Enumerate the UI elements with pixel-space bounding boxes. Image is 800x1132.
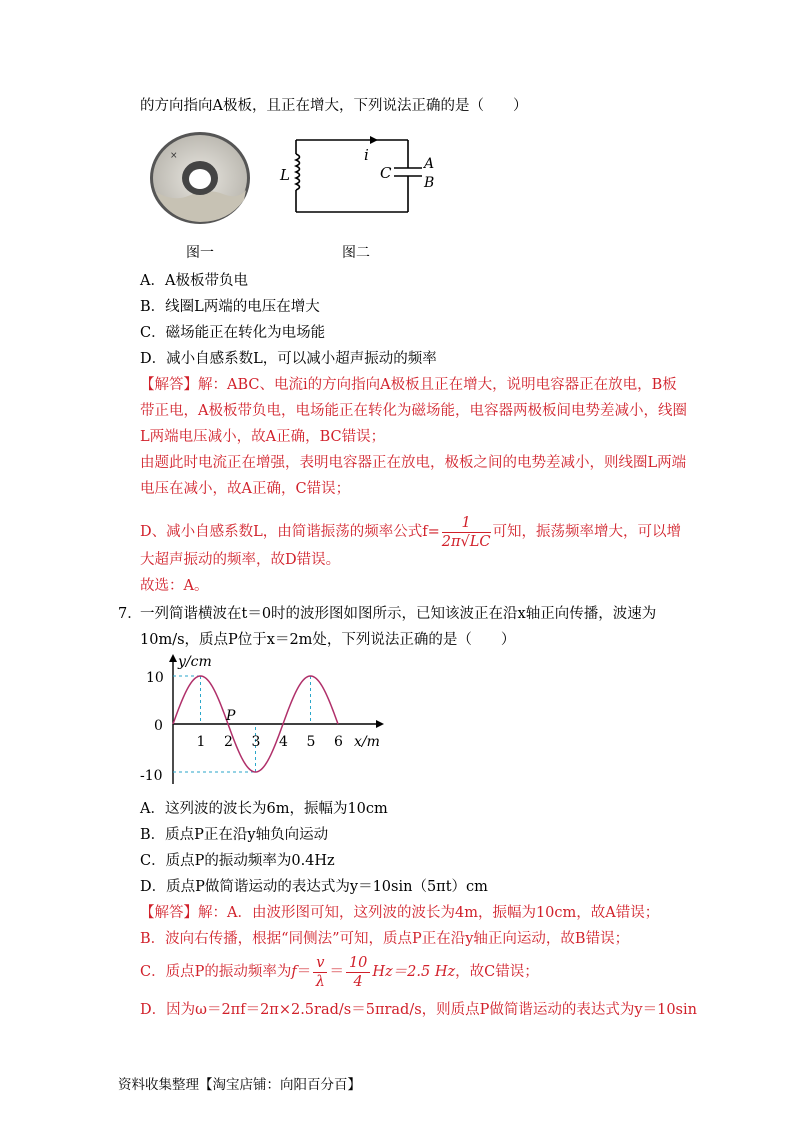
svg-text:×: × — [170, 151, 178, 161]
q6-choice: 故选：A。 — [140, 578, 209, 594]
q7-answer-line-1 — [140, 903, 659, 923]
x-tick-label: 2 — [224, 734, 233, 750]
figure-two-caption: 图二 — [342, 245, 370, 261]
q6-answer-line-5: 电压在减小，故A正确，C错误； — [140, 481, 351, 497]
q7-option-a: A．这列波的波长为6m，振幅为10cm — [140, 801, 388, 817]
q7-option-b: B．质点P正在沿y轴负向运动 — [140, 827, 329, 843]
q6-option-a: A．A极板带负电 — [140, 273, 248, 289]
y-axis-label: y/cm — [178, 654, 212, 670]
c-line-pre: C．质点P的振动频率为 — [140, 964, 292, 980]
q7-answer-c-line: C．质点P的振动频率为f＝ $\frac{v}{\lambda}$ ＝ $\frac{10}{4}$ Hz＝2.5 Hz，故C错误； — [140, 954, 539, 990]
q6-option-b: B．线圈L两端的电压在增大 — [140, 299, 320, 315]
frac-num: 1 — [442, 514, 491, 533]
frac-num: v — [313, 954, 327, 973]
q7-stem-line-2: 10m/s，质点P位于x＝2m处，下列说法正确的是（ ） — [140, 632, 516, 648]
page-footer: 资料收集整理【淘宝店铺：向阳百分百】 — [118, 1077, 361, 1093]
capacitor-label: C — [380, 164, 392, 182]
q7-number: 7． — [118, 606, 142, 622]
q6-stem-tail: 的方向指向A极板，且正在增大，下列说法正确的是（ ） — [140, 98, 528, 114]
d-line-post: 可知，振荡频率增大，可以增 — [492, 524, 681, 540]
frac-num: 10 — [346, 954, 370, 973]
y-tick-neg10: -10 — [140, 768, 163, 784]
q7-option-d: D．质点P做简谐运动的表达式为y＝10sin（5πt）cm — [140, 879, 488, 895]
frac-den: 4 — [353, 973, 363, 990]
x-tick-label: 5 — [306, 734, 316, 750]
inductor-label: L — [280, 166, 290, 184]
figure-two-circuit — [276, 132, 446, 222]
frequency-formula — [442, 514, 491, 551]
y-tick-10: 10 — [146, 670, 164, 686]
q7-stem-line-1: 一列简谐横波在t＝0时的波形图如图所示，已知该波正在沿x轴正向传播，波速为 — [140, 606, 657, 622]
x-tick-label: 4 — [279, 734, 288, 750]
frac-den: 2π√LC — [441, 533, 491, 550]
wave-graph — [140, 652, 390, 788]
plate-b-label: B — [424, 175, 435, 191]
q6-answer-line-2: 带正电，A极板带负电，电场能正在转化为磁场能，电容器两极板间电势差减小，线圈 — [140, 403, 687, 419]
q6-option-d: D．减小自感系数L，可以减小超声振动的频率 — [140, 351, 437, 367]
q6-answer-line-3: L两端电压减小，故A正确，BC错误； — [140, 429, 386, 445]
d-line-pre: D、减小自感系数L，由简谐振荡的频率公式f= — [140, 524, 440, 540]
q7-option-c: C．质点P的振动频率为0.4Hz — [140, 853, 335, 869]
q6-answer-line-4: 由题此时电流正在增强，表明电容器正在放电，极板之间的电势差减小，则线圈L两端 — [140, 455, 687, 471]
plate-a-label: A — [424, 156, 435, 172]
x-tick-label: 3 — [251, 734, 261, 750]
q7-answer-line-2: B．波向右传播，根据“同侧法”可知，质点P正在沿y轴正向运动，故B错误； — [140, 931, 630, 947]
formula-f: f — [291, 964, 297, 980]
q6-answer-line-1 — [140, 375, 677, 395]
answer-tag: 【解答】 — [140, 905, 198, 921]
figure-one — [148, 130, 256, 230]
current-label: i — [364, 146, 369, 164]
answer-text: 解：ABC、电流i的方向指向A极板且正在增大，说明电容器正在放电，B板 — [198, 377, 677, 393]
c-line-post: ，故C错误； — [455, 964, 539, 980]
frac-10-4 — [346, 954, 370, 991]
point-p-label: P — [226, 708, 236, 724]
x-tick-label: 6 — [334, 734, 343, 750]
frac-den: λ — [315, 973, 325, 990]
q7-answer-d-line: D．因为ω＝2πf＝2π×2.5rad/s＝5πrad/s，则质点P做简谐运动的表达式为y＝10sin — [140, 1002, 697, 1018]
q6-answer-d-line-2: 大超声振动的频率，故D错误。 — [140, 552, 341, 568]
formula-tail: Hz＝2.5 Hz — [372, 964, 456, 980]
answer-tag: 【解答】 — [140, 377, 198, 393]
x-axis-label: x/m — [354, 734, 380, 750]
frac-v-lambda — [313, 954, 327, 991]
y-tick-0: 0 — [154, 718, 163, 734]
x-tick-label: 1 — [196, 734, 206, 750]
answer-text: 解：A．由波形图可知，这列波的波长为4m，振幅为10cm，故A错误； — [198, 905, 660, 921]
q6-option-c: C．磁场能正在转化为电场能 — [140, 325, 326, 341]
q6-answer-d-line — [140, 512, 681, 552]
figure-one-caption: 图一 — [186, 245, 214, 261]
